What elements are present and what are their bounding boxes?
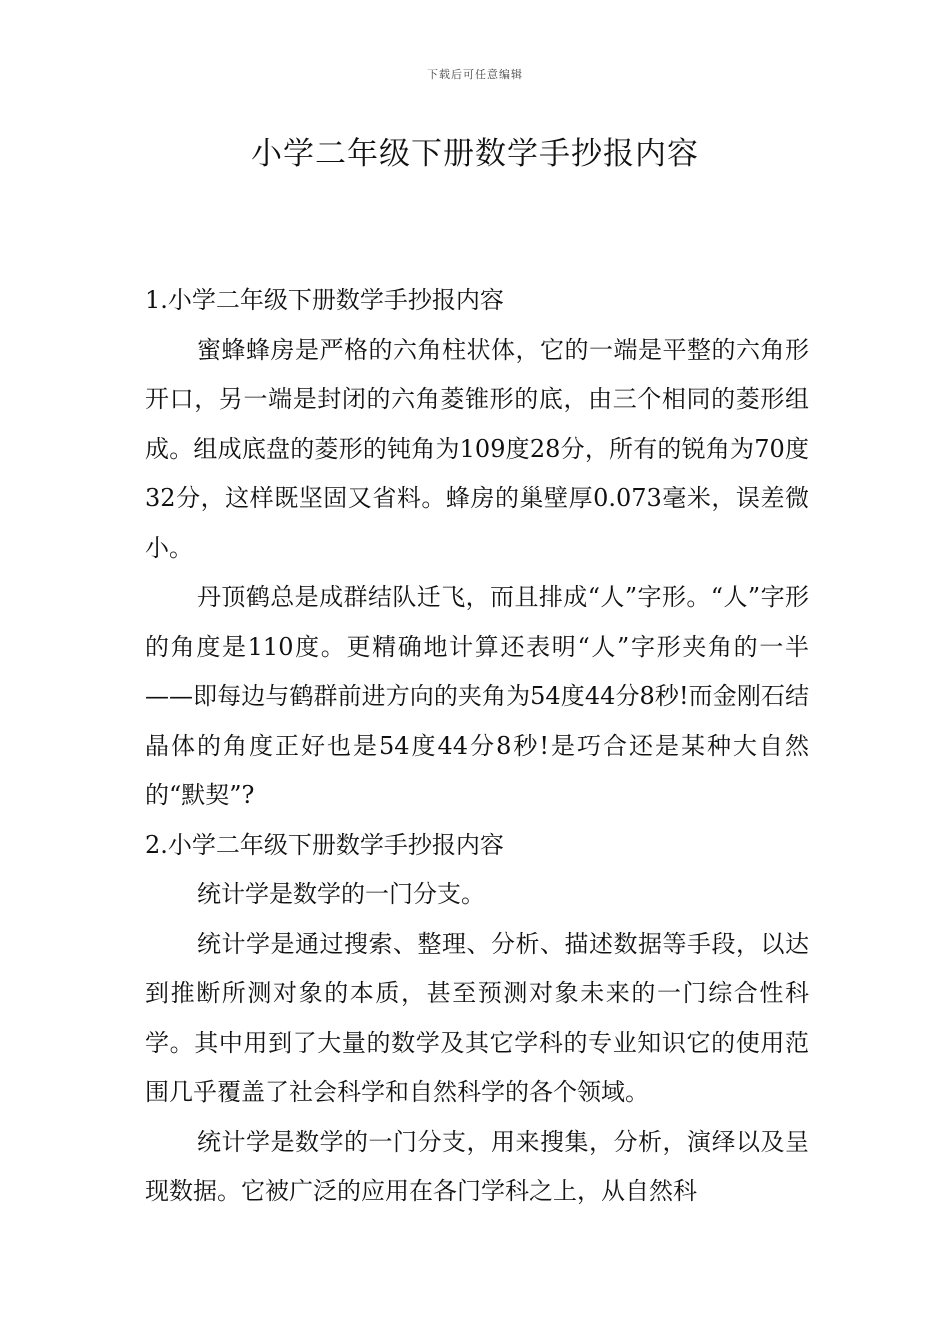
- section-heading: 1.小学二年级下册数学手抄报内容: [145, 286, 504, 314]
- section-heading: 2.小学二年级下册数学手抄报内容: [145, 830, 504, 859]
- section-1: [145, 276, 809, 821]
- paragraph: 统计学是数学的一门分支，用来搜集，分析，演绎以及呈现数据。它被广泛的应用在各门学科之上，从自然科: [145, 1127, 809, 1205]
- section-2: [145, 821, 809, 1217]
- document-body: [145, 276, 809, 1217]
- document-title: 小学二年级下册数学手抄报内容: [251, 136, 699, 172]
- paragraph: 丹顶鹤总是成群结队迁飞，而且排成“人”字形。“人”字形的角度是110度。更精确地计算还表明“人”字形夹角的一半——即每边与鹤群前进方向的夹角为54度44分8秒!而金刚石结晶体的角度正好也是54度44分8秒!是巧合还是某种大自然的“默契”?: [145, 583, 809, 809]
- header-note: 下载后可任意编辑: [427, 68, 523, 81]
- paragraph: 统计学是数学的一门分支。: [197, 880, 485, 908]
- paragraph: 蜜蜂蜂房是严格的六角柱状体，它的一端是平整的六角形开口，另一端是封闭的六角菱锥形的底，由三个相同的菱形组成。组成底盘的菱形的钝角为109度28分，所有的锐角为70度32分，这样既坚固又省料。蜂房的巢壁厚0.073毫米，误差微小。: [145, 335, 809, 562]
- paragraph: 统计学是通过搜索、整理、分析、描述数据等手段，以达到推断所测对象的本质，甚至预测对象未来的一门综合性科学。其中用到了大量的数学及其它学科的专业知识它的使用范围几乎覆盖了社会科学和自然科学的各个领域。: [145, 929, 809, 1106]
